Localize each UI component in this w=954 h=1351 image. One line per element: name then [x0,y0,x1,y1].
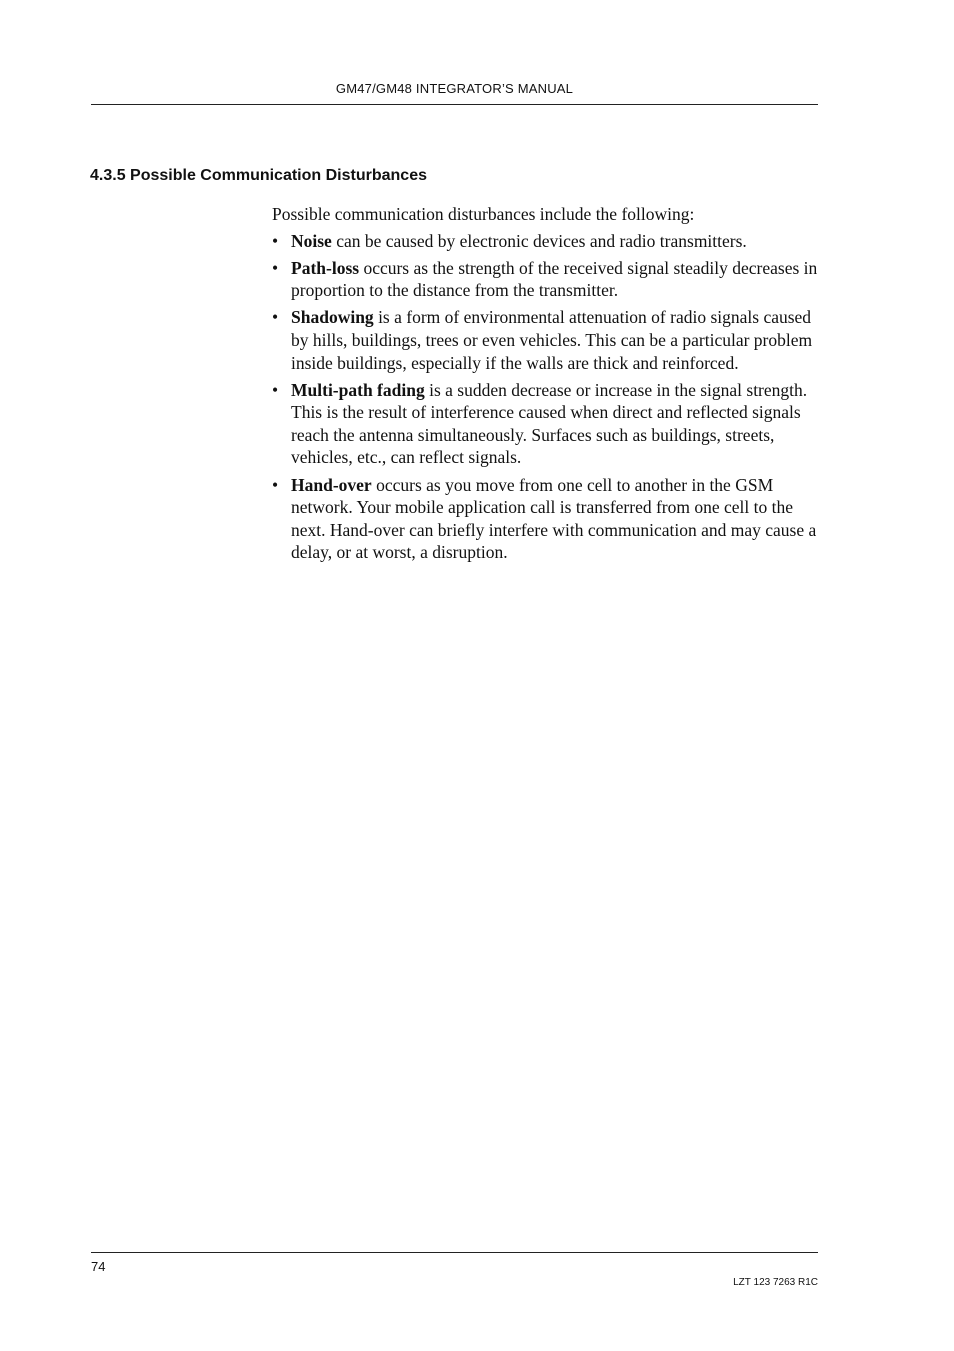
bullet-icon: • [272,257,279,278]
bullet-icon: • [272,379,279,400]
document-code: LZT 123 7263 R1C [733,1277,818,1288]
description-multi-path-fading: is a sudden decrease or increase in the signal strength. This is the result of interference caused when direct and reflected signals reach the antenna simultaneously. Surfaces such as buildings, streets, vehicles, etc., can reflect signals. [291,379,808,468]
term-path-loss: Path-loss [291,257,360,278]
list-item-noise [272,230,820,253]
term-multi-path-fading: Multi-path fading [291,379,425,400]
description-shadowing: is a form of environmental attenuation of radio signals caused by hills, buildings, trees or even vehicles. This can be a particular problem inside buildings, especially if the walls are thick and reinforced. [291,307,813,373]
disturbance-list [272,230,820,564]
description-path-loss: occurs as the strength of the received signal steadily decreases in proportion to the distance from the transmitter. [291,257,818,301]
header-divider [91,104,818,105]
running-header: GM47/GM48 INTEGRATOR’S MANUAL [335,81,574,96]
description-noise: can be caused by electronic devices and radio transmitters. [331,230,747,251]
intro-paragraph: Possible communication disturbances include the following: [272,204,695,224]
bullet-icon: • [272,230,279,251]
section-heading: 4.3.5 Possible Communication Disturbances [90,167,427,184]
list-item-hand-over [272,474,820,564]
footer-divider [91,1252,818,1253]
description-hand-over: occurs as you move from one cell to another in the GSM network. Your mobile application call is transferred from one cell to the next. Hand-over can briefly interfere with communication and may cause a delay, or at worst, a disruption. [291,474,817,563]
bullet-icon: • [272,307,279,328]
term-shadowing: Shadowing [291,307,374,328]
list-item-multi-path-fading [272,379,820,469]
term-hand-over: Hand-over [291,474,372,495]
list-item-path-loss [272,257,820,302]
page-number: 74 [91,1259,106,1274]
bullet-icon: • [272,474,279,495]
section-body [272,203,820,568]
term-noise: Noise [291,230,332,251]
list-item-shadowing [272,306,820,374]
